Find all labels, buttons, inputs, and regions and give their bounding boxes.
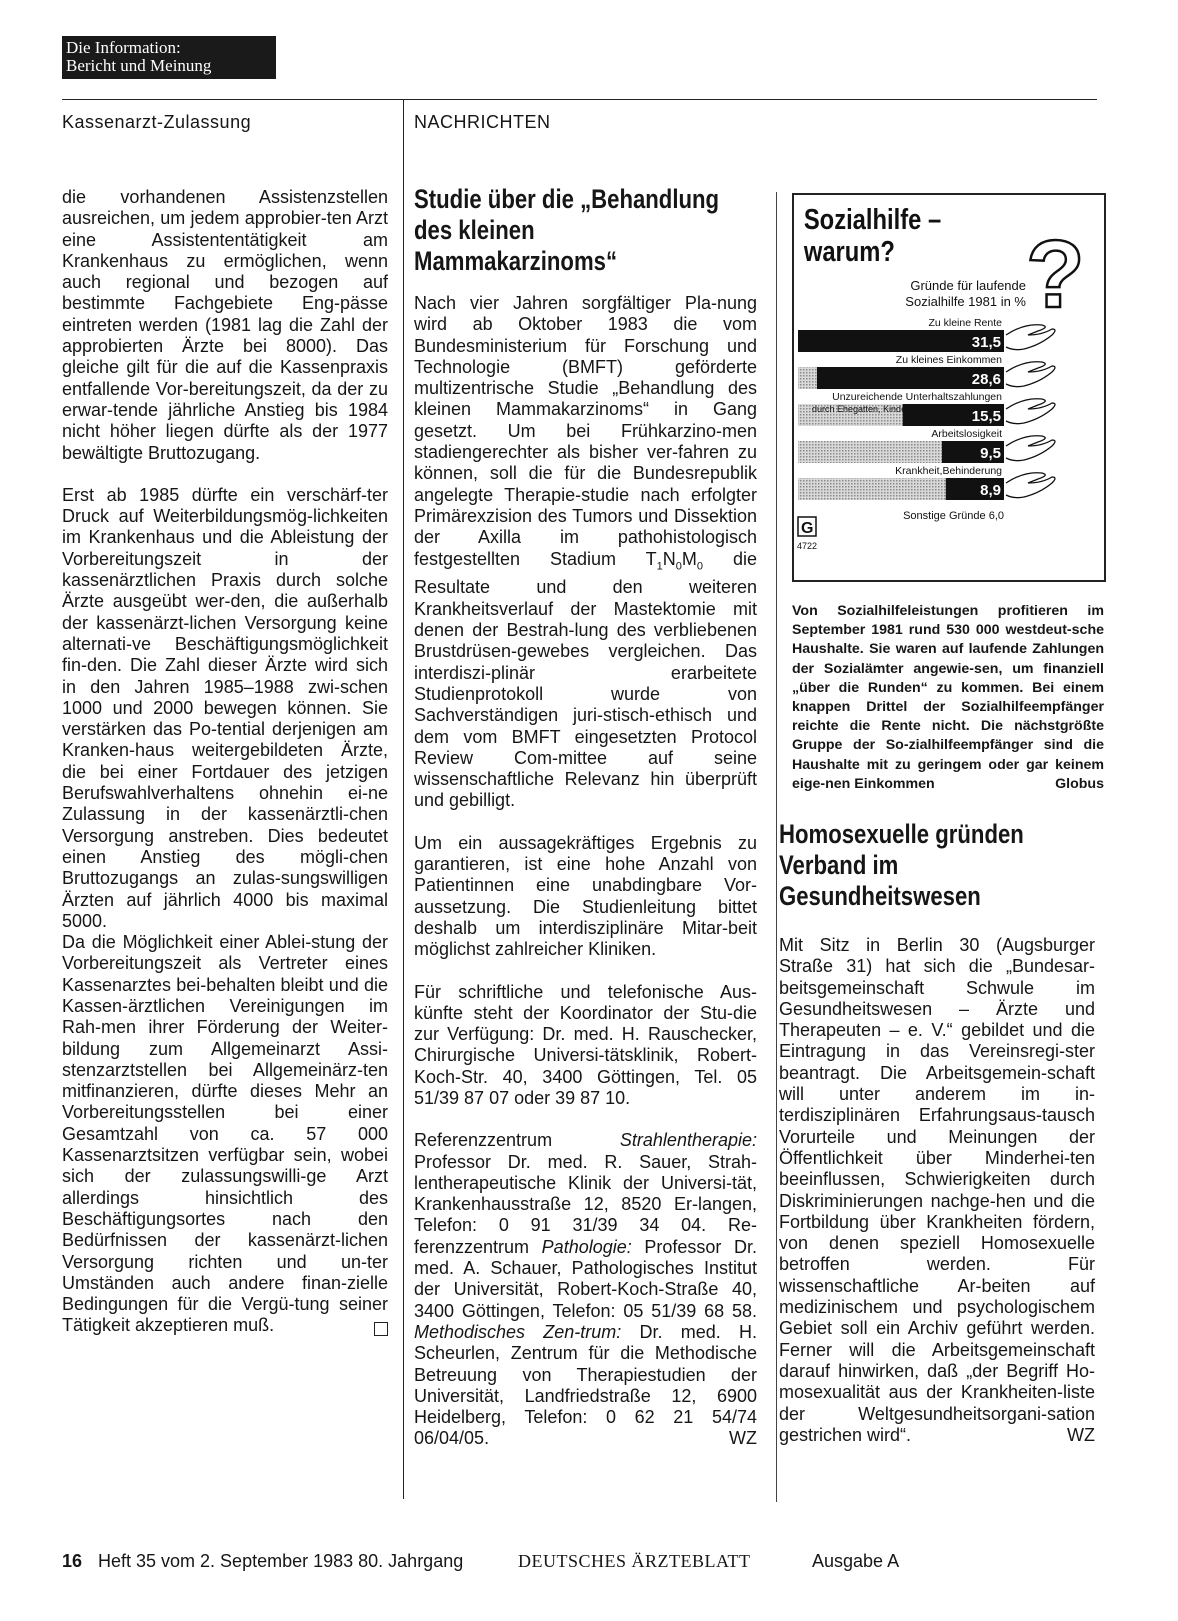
edition-label: Ausgabe A bbox=[812, 1551, 900, 1571]
journal-name: DEUTSCHES ÄRZTEBLATT bbox=[518, 1551, 751, 1571]
bar-background-3 bbox=[798, 441, 942, 463]
ref-text-a: Referenzzentrum bbox=[414, 1130, 553, 1151]
masthead-line2: Bericht und Meinung bbox=[66, 56, 212, 75]
bar-value-label-4: 8,9 bbox=[980, 482, 1001, 499]
middle-column bbox=[414, 293, 757, 1450]
bar-category-note-2: durch Ehegatten, Kindesvater bbox=[812, 404, 931, 414]
globus-logo bbox=[797, 517, 817, 551]
bar-value-label-3: 9,5 bbox=[980, 445, 1001, 462]
chart-caption bbox=[792, 602, 1104, 794]
bar-category-label-2: Unzureichende Unterhaltszahlungen bbox=[832, 391, 1002, 403]
hand-icon-2 bbox=[1006, 399, 1055, 424]
ref-text-c: Professor Dr. med. R. Sauer, Strah-lentherapeutische Klinik der Universi-tät, Krankenhausstraße 12, 8520 Er-langen, Telefon: 0 91 31/39 34 04. Re-ferenzzentrum bbox=[414, 1151, 757, 1257]
end-mark-icon bbox=[374, 1317, 388, 1338]
ref-text-g: Dr. med. H. Scheurlen, Zentrum für die Methodische Betreuung von Therapiestudien der Universität, Landfriedstraße 12, 6900 Heidelberg, Telefon: 0 62 21 54/74 06/04/05. bbox=[414, 1321, 757, 1449]
hand-icon-4 bbox=[1006, 473, 1055, 498]
chart-caption-credit: Globus bbox=[1055, 775, 1104, 792]
study-text-1: Nach vier Jahren sorgfältiger Pla-nung wird ab Oktober 1983 die vom Bundesministerium für Forschung und Technologie (BMFT) geförderte multizentrische Studie „Behandlung des kleinen Mammakarzinoms“ in Gang gesetzt. Um bei Frühkarzino-men stadiengerechter als bisher ver-fahren zu können, soll die für die Bundesrepublik angelegte Therapie-studie nach erfolgter Primärexzision des Tumors und Dissektion der Axilla im pathohistologisch festgestellten Stadium bbox=[414, 293, 757, 569]
hand-icon-0 bbox=[1006, 325, 1055, 350]
left-paragraph-2: Erst ab 1985 dürfte ein verschärf-ter Druck auf Weiterbildungsmög-lichkeiten im Krankenhaus und die Ableistung der Vorbereitungszeit in der kassenärztlichen Praxis durch solche Ärzte ausgeübt wer-den, die außerhalb der kassenärzt-lichen Versorgung keine alternati-ve Beschäftigungsmöglichkeit fin-den. Die Zahl dieser Ärzte wird sich in den Jahren 1985–1988 zwi-schen 1000 und 2000 bewegen können. Sie verstärken das Po-tential derjenigen am Kranken-haus weitergebildeten Ärzte, die bei einer Fortdauer des jetzigen Berufswahlverhaltens ohnehin ei-ne Zulassung in der kassenärztli-chen Versorgung anstreben. Dies bedeutet einen Anstieg des mögli-chen Bruttozugangs an zulas-sungswilligen Ärzten auf jährlich 4000 bis maximal 5000. bbox=[62, 484, 388, 931]
right-article-signature: WZ bbox=[1067, 1424, 1095, 1445]
stage-m-sub: 0 bbox=[696, 560, 704, 573]
svg-text:?: ? bbox=[1026, 221, 1085, 328]
hand-icon-1 bbox=[1006, 362, 1055, 387]
bar-category-label-5: Sonstige Gründe 6,0 bbox=[903, 510, 1004, 522]
section-label-right: NACHRICHTEN bbox=[414, 112, 551, 132]
left-paragraph-3: Da die Möglichkeit einer Ablei-stung der Vorbereitungszeit als Vertreter eines Kassenarztes bei-behalten bleibt und die Kassen-ärztlichen Vereinigungen im Rah-men ihrer Förderung der Weiter-bildung zum Allgemeinarzt Assi-stenzarztstellen bei Allgemeinärz-ten mitfinanzieren, dürfte dieses Mehr an Vorbereitungsstellen bei einer Gesamtzahl von ca. 57 000 Kassenarztsitzen verfügbar sein, wobei sich der zulassungswilli-ge Arzt allerdings hinsichtlich des Beschäftigungsortes nach den Bedürfnissen der kassenärzt-lichen Versorgung richten und un-ter Umständen auch andere finan-zielle Bedingungen für die Vergü-tung seiner Tätigkeit akzeptieren muß. bbox=[62, 932, 388, 1336]
question-mark-icon bbox=[1026, 221, 1085, 328]
section-label-left: Kassenarzt-Zulassung bbox=[62, 112, 252, 132]
stage-m: M bbox=[681, 548, 697, 569]
ref-text-f: Methodisches Zen-trum: bbox=[414, 1321, 622, 1342]
mammakarzinom-headline: Studie über die „Behandlung des kleinen Mammakarzinoms“ bbox=[414, 184, 720, 276]
left-column bbox=[62, 187, 388, 1339]
bar-category-label-4: Krankheit,Behinderung bbox=[895, 465, 1002, 477]
left-paragraph-1: die vorhandenen Assistenzstellen ausreichen, um jedem approbier-ten Arzt eine Assistententätigkeit am Krankenhaus zu ermöglichen, wenn auch regional und bezogen auf bestimmte Fachgebiete Eng-pässe eintreten werden (1981 lag die Zahl der approbierten Ärzte bei 8000). Das gleiche gilt für die auf die Kassenpraxis entfallende Vor-bereitungszeit, da der zu erwar-tende jährliche Anstieg bis 1984 nicht höher liegen dürfte als der 1977 bewältigte Bruttozugang. bbox=[62, 187, 388, 463]
column-divider bbox=[403, 99, 404, 1499]
study-signature: WZ bbox=[729, 1428, 757, 1449]
stage-n: N bbox=[662, 548, 676, 569]
hand-icon-3 bbox=[1006, 436, 1055, 461]
ref-text-d: Pathologie: bbox=[541, 1236, 632, 1257]
chart-bars bbox=[798, 317, 1055, 522]
stage-t: T bbox=[645, 548, 657, 569]
bar-category-label-0: Zu kleine Rente bbox=[928, 317, 1002, 329]
study-paragraph-4 bbox=[414, 1130, 757, 1449]
chart-title-line2: warum? bbox=[803, 234, 895, 268]
right-article-text: Mit Sitz in Berlin 30 (Augsburger Straße 31) hat sich die „Bundesar-beitsgemeinschaft Schwule im Gesundheitswesen – Ärzte und Therapeuten – e. V.“ gebildet und die Eintragung in das Vereinsregi-ster beantragt. Die Arbeitsgemein-schaft will unter anderem im in-terdisziplinären Erfahrungsaus-tausch Vorurteile und Meinungen der Öffentlichkeit über Minderhei-ten beeinflussen, Schwierigkeiten durch Diskriminierungen nachge-hen und die Fortbildung über Krankheiten fördern, von denen speziell Homosexuelle betroffen werden. Für wissenschaftliche Ar-beiten auf medizinischem und psychologischem Gebiet soll ein Archiv geführt werden. Ferner will die Arbeitsgemeinschaft darauf hinwirken, daß „der Begriff Ho-mosexualität aus der Krankheiten-liste der Weltgesundheitsorgani-sation gestrichen wird“. bbox=[779, 935, 1095, 1445]
study-paragraph-1 bbox=[414, 293, 757, 812]
chart-subtitle-line1: Gründe für laufende bbox=[910, 278, 1026, 293]
stage-notation bbox=[645, 548, 704, 573]
chart-caption-text: Von Sozialhilfeleistungen profitieren im September 1981 rund 530 000 westdeut-sche Haushalte. Sie waren auf laufende Zahlungen der Sozialämter angewie-sen, um finanziell „über die Runden“ zu kommen. Bei einem knappen Drittel der Sozialhilfeempfänger reichte die Rente nicht. Die nächstgrößte Gruppe der So-zialhilfeempfänger sind die Haushalte mit zu geringem oder gar keinem eige-nen Einkommen bbox=[792, 603, 1104, 792]
bar-value-label-0: 31,5 bbox=[971, 334, 1001, 351]
right-article-body bbox=[779, 935, 1095, 1446]
chart-subtitle-line2: Sozialhilfe 1981 in % bbox=[905, 294, 1026, 309]
bar-background-4 bbox=[798, 478, 946, 500]
study-text-1-rest: die Resultate und den weiteren Krankheitsverlauf der Mastektomie mit denen der Bestrah-lung des verbliebenen Brustdrüsen-gewebes vergleichen. Das interdiszi-plinär erarbeitete Studienprotokoll wurde von Sachverständigen juri-stisch-ethisch und dem vom BMFT eingesetzten Protocol Review Com-mittee auf seine wissenschaftliche Relevanz hin überprüft und gebilligt. bbox=[414, 548, 757, 811]
page-number: 16 bbox=[62, 1551, 83, 1571]
bar-background-1 bbox=[798, 367, 817, 389]
svg-text:G: G bbox=[801, 520, 814, 537]
header-rule bbox=[62, 99, 1097, 100]
bar-category-label-1: Zu kleines Einkommen bbox=[895, 354, 1002, 366]
svg-text:4722: 4722 bbox=[797, 541, 818, 551]
bar-category-label-3: Arbeitslosigkeit bbox=[931, 428, 1002, 440]
column-divider-right bbox=[776, 192, 777, 1502]
ref-text-b: Strahlentherapie: bbox=[619, 1130, 757, 1151]
masthead bbox=[62, 36, 276, 79]
bar-value-label-2: 15,5 bbox=[971, 408, 1001, 425]
chart-title-line1: Sozialhilfe – bbox=[803, 202, 942, 236]
chart-svg bbox=[794, 195, 1104, 580]
homosexuelle-headline: Homosexuelle gründen Verband im Gesundheitswesen bbox=[779, 819, 1024, 911]
issue-info: Heft 35 vom 2. September 1983 80. Jahrgang bbox=[98, 1551, 464, 1571]
bar-value-label-1: 28,6 bbox=[971, 371, 1001, 388]
masthead-line1: Die Information: bbox=[66, 38, 181, 57]
stage-t-sub: 1 bbox=[656, 560, 663, 573]
study-paragraph-3: Für schriftliche und telefonische Aus-künfte steht der Koordinator der Stu-die zur Verfügung: Dr. med. H. Rauschecker, Chirurgische Universi-tätsklinik, Robert-Koch-Str. 40, 3400 Göttingen, Tel. 05 51/39 87 07 oder 39 87 10. bbox=[414, 981, 757, 1108]
sozialhilfe-chart bbox=[792, 193, 1106, 582]
study-paragraph-2: Um ein aussagekräftiges Ergebnis zu garantieren, ist eine hohe Anzahl von Patientinnen eine unabdingbare Vor-aussetzung. Die Studienleitung bittet deshalb um interdisziplinäre Mitar-beit möglichst zahlreicher Kliniken. bbox=[414, 832, 757, 960]
right-article-paragraph bbox=[779, 935, 1095, 1446]
stage-n-sub: 0 bbox=[675, 560, 682, 573]
ref-text-e: Professor Dr. med. A. Schauer, Pathologisches Institut der Universität, Robert-Koch-Straße 40, 3400 Göttingen, Telefon: 05 51/39 68 58. bbox=[414, 1236, 757, 1321]
